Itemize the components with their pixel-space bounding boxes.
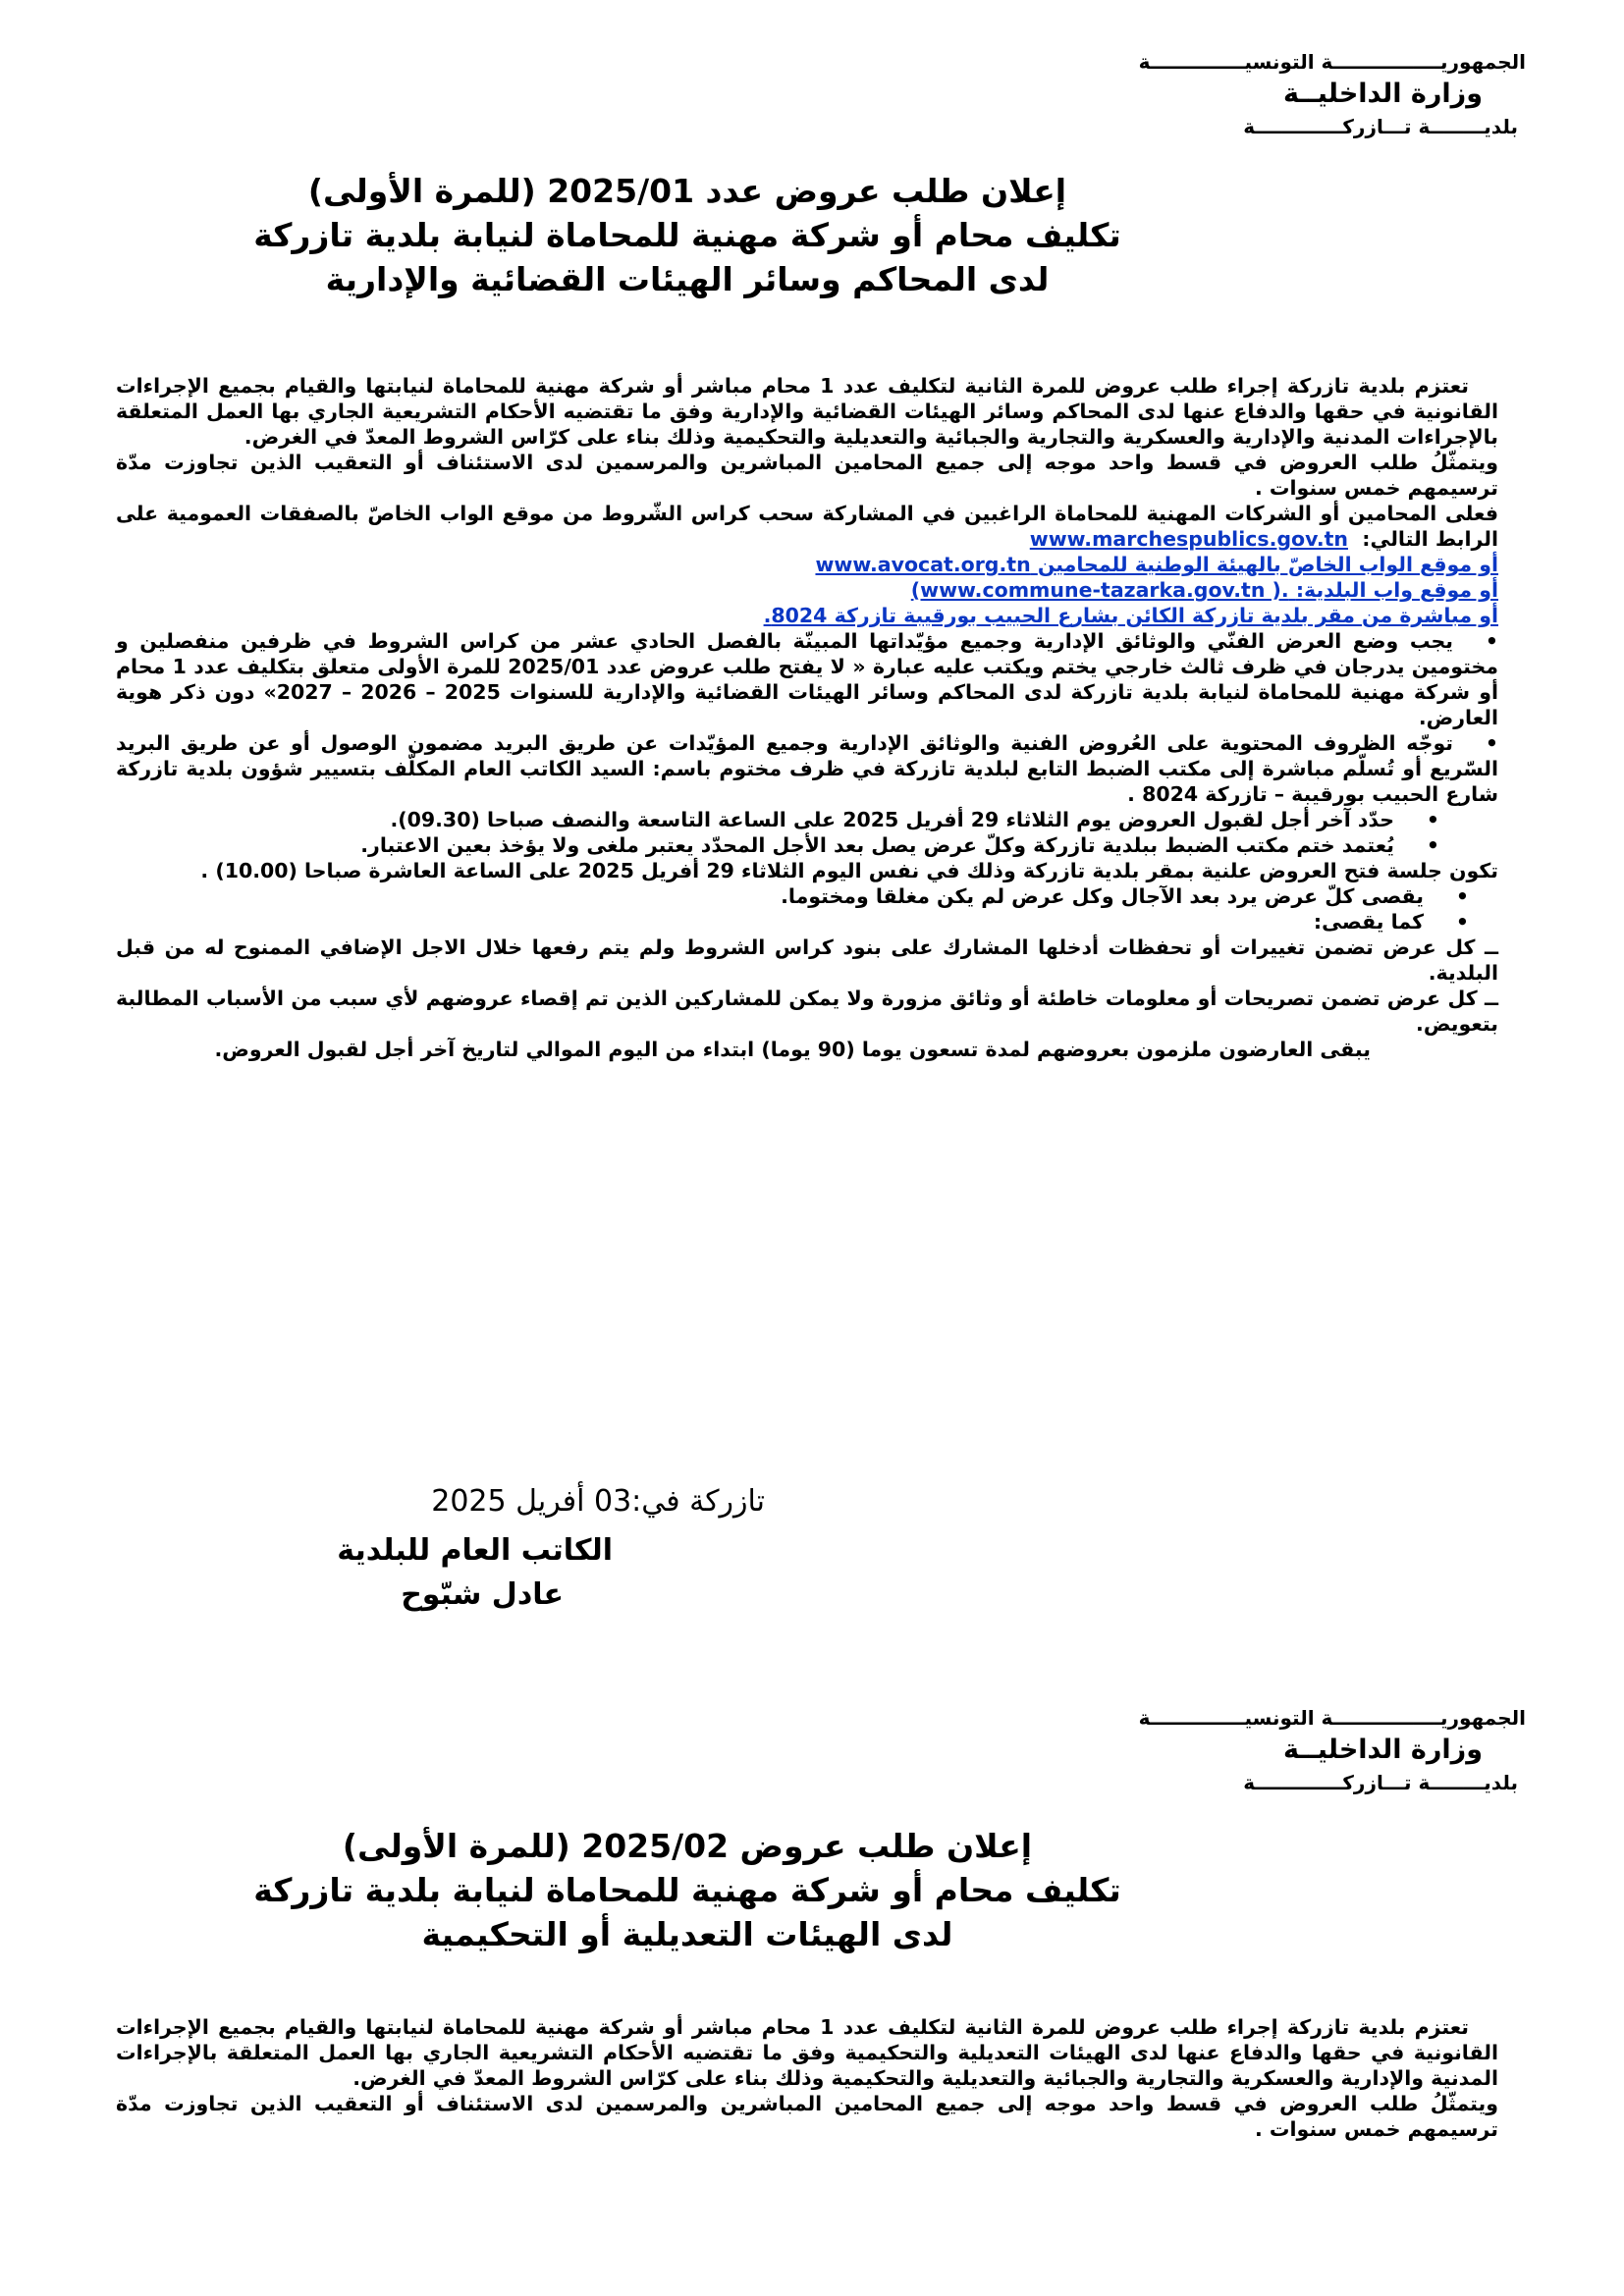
title2-line-1: إعلان طلب عروض 2025/02 (للمرة الأولى)	[342, 1827, 1033, 1865]
signature-date: تازركة في:03 أفريل 2025	[431, 1484, 765, 1519]
header-ministry-2: وزارة الداخليــة	[1282, 1735, 1483, 1765]
header-republic: الجمهوريــــــــــــــــة التونسيــــــــــــــة	[1138, 50, 1526, 74]
signature-name: عادل شبّوح	[401, 1577, 564, 1612]
signature-title: الكاتب العام للبلدية	[337, 1533, 613, 1568]
notice1-body	[116, 373, 1498, 1062]
paragraph-opening-session: تكون جلسة فتح العروض علنية بمقر بلدية تازركة وذلك في نفس اليوم الثلاثاء 29 أفريل 2025 على الساعة العاشرة صباحا (10.00) .	[200, 859, 1498, 882]
paragraph2-lot: ويتمثّلُ طلب العروض في قسط واحد موجه إلى جميع المحامين المباشرين والمرسمين لدى الاستئناف أو التعقيب الذين تجاوزت مدّة ترسيمهم خمس سنوات .	[116, 2092, 1498, 2141]
notice1-title	[196, 169, 1178, 301]
bullet-stamp: • يُعتمد ختم مكتب الضبط ببلدية تازركة وكلّ عرض يصل بعد الأجل المحدّد يعتبر ملغى ولا يؤخذ بعين الاعتبار.	[116, 832, 1498, 858]
notice2-body	[116, 2014, 1498, 2142]
bullet-delivery: • توجّه الظروف المحتوية على العُروض الفنية والوثائق الإدارية وجميع المؤيّدات عن طريق البريد مضمون الوصول أو عن طريق البريد السّريع أو تُسلّم مباشرة إلى مكتب الضبط التابع لبلدية تازركة في ظرف مختوم باسم: السيد الكاتب العام المكلّف بتسيير شؤون بلدية تازركة شارع الحبيب بورقيبة – تازركة 8024 .	[116, 730, 1498, 807]
link-avocat-line[interactable]: أو موقع الواب الخاصّ بالهيئة الوطنية للمحامين www.avocat.org.tn	[815, 553, 1498, 576]
bullet-excluded-late: • يقصى كلّ عرض يرد بعد الآجال وكل عرض لم يكن مغلقا ومختوما.	[116, 883, 1498, 909]
title2-line-3: لدى الهيئات التعديلية أو التحكيمية	[421, 1915, 953, 1953]
paragraph-intro: تعتزم بلدية تازركة إجراء طلب عروض للمرة الثانية لتكليف عدد 1 محام مباشر أو شركة مهنية للمحاماة لنيابتها والقيام بجميع الإجراءات القانونية في حقها والدفاع عنها لدى المحاكم وسائر الهيئات القضائية والإدارية وفق ما تقتضيه الأحكام التشريعية الجاري بها العمل المتعلقة بالإجراءات المدنية والإدارية والعسكرية والتجارية والجبائية والتعديلية والتحكيمية وذلك بناء على كرّاس الشروط المعدّ في الغرض.	[116, 374, 1498, 449]
link-commune-line[interactable]: أو موقع واب البلدية: (www.commune-tazarka.gov.tn ).	[910, 578, 1498, 602]
notice2-title	[196, 1824, 1178, 1956]
header-municipality: بلديــــــــة تـــازركـــــــــــــة	[1243, 115, 1518, 138]
paragraph-validity: يبقى العارضون ملزمون بعروضهم لمدة تسعون يوما (90 يوما) ابتداء من اليوم الموالي لتاريخ آخر أجل لقبول العروض.	[214, 1038, 1371, 1061]
title-line-3: لدى المحاكم وسائر الهيئات القضائية والإدارية	[325, 260, 1050, 298]
notice2-header	[976, 1703, 1526, 1797]
link-marchespublics[interactable]: www.marchespublics.gov.tn	[1029, 527, 1348, 551]
notice1-header	[976, 47, 1526, 141]
link-avocat[interactable]: www.avocat.org.tn	[815, 553, 1031, 576]
paragraph-lot: ويتمثّلُ طلب العروض في قسط واحد موجه إلى جميع المحامين المباشرين والمرسمين لدى الاستئناف أو التعقيب الذين تجاوزت مدّة ترسيمهم خمس سنوات .	[116, 451, 1498, 500]
title-line-1: إعلان طلب عروض عدد 2025/01 (للمرة الأولى)	[307, 172, 1067, 210]
header-republic-2: الجمهوريــــــــــــــــة التونسيــــــــــــــة	[1138, 1706, 1526, 1730]
paragraph-download: فعلى المحامين أو الشركات المهنية للمحاماة الراغبين في المشاركة سحب كراس الشّروط من موقع الواب الخاصّ بالصفقات العمومية على الرابط التالي: www.marchespublics.gov.tn	[116, 502, 1498, 551]
title-line-2: تكليف محام أو شركة مهنية للمحاماة لنيابة بلدية تازركة	[253, 216, 1121, 254]
link-address[interactable]: أو مباشرة من مقر بلدية تازركة الكائن بشارع الحبيب بورقيبة تازركة 8024.	[763, 604, 1498, 627]
bullet-also-excluded: • كما يقصى:	[116, 909, 1498, 934]
link-commune[interactable]: (www.commune-tazarka.gov.tn ).	[910, 578, 1289, 602]
bullet-envelopes: • يجب وضع العرض الفنّي والوثائق الإدارية وجميع مؤيّداتها المبينّة بالفصل الحادي عشر من كراس الشروط في ظرفين منفصلين و مختومين يدرجان في ظرف ثالث خارجي يختم ويكتب عليه عبارة « لا يفتح طلب عروض عدد 2025/01 للمرة الأولى متعلق بتكليف عدد 1 محام أو شركة مهنية للمحاماة لنيابة بلدية تازركة لدى المحاكم وسائر الهيئات القضائية والإدارية للسنوات 2025 – 2026 – 2027» دون ذكر هوية العارض.	[116, 628, 1498, 730]
dash-changes: ــ كل عرض تضمن تغييرات أو تحفظات أدخلها المشارك على بنود كراس الشروط ولم يتم رفعها خلال الاجل الإضافي الممنوح له من قبل البلدية.	[116, 934, 1498, 986]
header-ministry: وزارة الداخليــة	[1282, 79, 1483, 109]
dash-false-info: ــ كل عرض تضمن تصريحات أو معلومات خاطئة أو وثائق مزورة ولا يمكن للمشاركين الذين تم إقصاء عروضهم لأي سبب من الأسباب المطالبة بتعويض.	[116, 986, 1498, 1037]
title2-line-2: تكليف محام أو شركة مهنية للمحاماة لنيابة بلدية تازركة	[253, 1871, 1121, 1909]
header-municipality-2: بلديــــــــة تـــازركـــــــــــــة	[1243, 1771, 1518, 1794]
bullet-deadline: • حدّد آخر أجل لقبول العروض يوم الثلاثاء 29 أفريل 2025 على الساعة التاسعة والنصف صباحا (09.30).	[116, 807, 1498, 832]
paragraph2-intro: تعتزم بلدية تازركة إجراء طلب عروض للمرة الثانية لتكليف عدد 1 محام مباشر أو شركة مهنية للمحاماة لنيابتها والقيام بجميع الإجراءات القانونية في حقها والدفاع عنها لدى الهيئات التعديلية والتحكيمية وفق ما تقتضيه الأحكام التشريعية الجاري بها العمل المتعلقة بالإجراءات المدنية والإدارية والعسكرية والتجارية والجبائية والتعديلية والتحكيمية وذلك بناء على كرّاس الشروط المعدّ في الغرض.	[116, 2015, 1498, 2090]
